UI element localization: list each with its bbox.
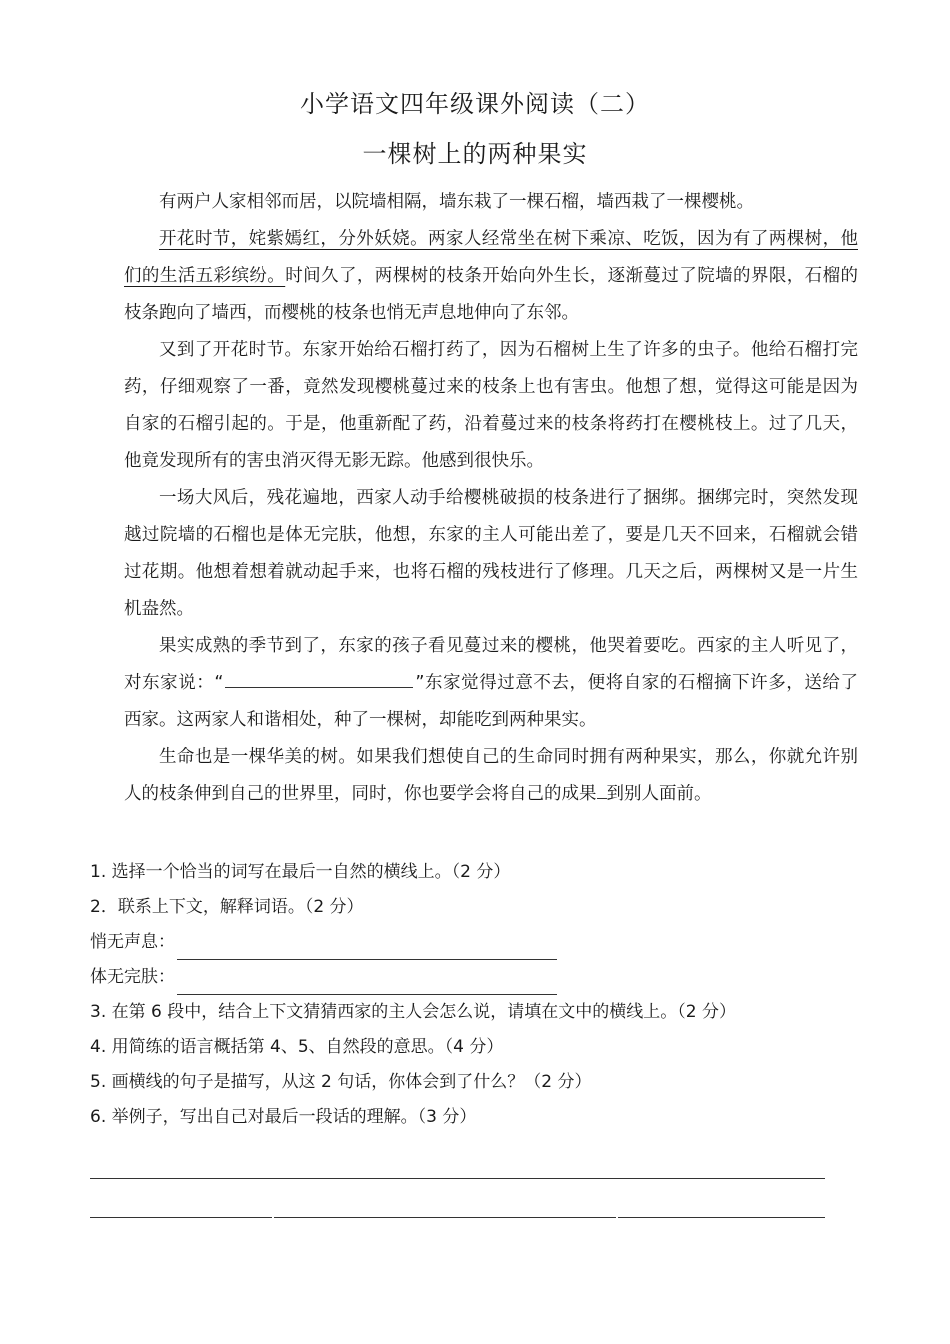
reading-passage xyxy=(124,184,858,813)
paragraph-6 xyxy=(124,739,858,813)
answer-line-1[interactable] xyxy=(90,1178,825,1179)
question-1: 1. 选择一个恰当的词写在最后一自然的横线上。（2 分） xyxy=(90,862,511,882)
underlined-sentence: 开花时节，姹紫嫣红，分外妖娆。两家人经常坐在树下乘凉、吃饭，因为有了两棵树，他们的生活五彩缤纷。 xyxy=(124,229,858,286)
paragraph-6-after: 到别人面前。 xyxy=(606,784,712,804)
paragraph-5-before: 果实成熟的季节到了，东家的孩子看见蔓过来的樱桃，他哭着要吃。西家的主人听见了，对东家说：“ xyxy=(124,636,858,693)
term-label-2: 体无完肤： xyxy=(90,967,175,987)
paragraph-5 xyxy=(124,628,858,739)
question-4: 4. 用简练的语言概括第 4、5、自然段的意思。（4 分） xyxy=(90,1037,504,1057)
question-6: 6. 举例子，写出自己对最后一段话的理解。（3 分） xyxy=(90,1107,477,1127)
paragraph-1: 有两户人家相邻而居，以院墙相隔，墙东栽了一棵石榴，墙西栽了一棵樱桃。 xyxy=(159,192,754,212)
paragraph-3: 又到了开花时节。东家开始给石榴打药了，因为石榴树上生了许多的虫子。他给石榴打完药，仔细观察了一番，竟然发现樱桃蔓过来的枝条上也有害虫。他想了想，觉得这可能是因为自家的石榴引起的。于是，他重新配了药，沿着蔓过来的枝条将药打在樱桃枝上。过了几天，他竟发现所有的害虫消灭得无影无踪。他感到很快乐。 xyxy=(124,340,858,471)
question-list xyxy=(90,855,870,1135)
question-3: 3. 在第 6 段中，结合上下文猜猜西家的主人会怎么说，请填在文中的横线上。（2 分） xyxy=(90,1002,736,1022)
answer-line-2b[interactable] xyxy=(274,1217,616,1218)
answer-line-2c[interactable] xyxy=(618,1217,825,1218)
paragraph-2-rest: 时间久了，两棵树的枝条开始向外生长，逐渐蔓过了院墙的界限，石榴的枝条跑向了墙西，而樱桃的枝条也悄无声息地伸向了东邻。 xyxy=(124,266,859,323)
question-2: 2．联系上下文，解释词语。（2 分） xyxy=(90,897,364,917)
paragraph-6-before: 生命也是一棵华美的树。如果我们想使自己的生命同时拥有两种果实，那么，你就允许别人的枝条伸到自己的世界里，同时，你也要学会将自己的成果 xyxy=(124,747,858,804)
term-label-1: 悄无声息： xyxy=(90,932,175,952)
quote-answer-blank[interactable] xyxy=(225,669,413,688)
question-2a xyxy=(90,925,870,960)
paragraph-5-after: ”东家觉得过意不去，便将自家的石榴摘下许多，送给了西家。这两家人和谐相处，种了一棵树，却能吃到两种果实。 xyxy=(124,673,858,730)
paragraph-2 xyxy=(124,221,858,332)
term-answer-line-2[interactable] xyxy=(177,974,557,995)
story-title: 一棵树上的两种果实 xyxy=(362,140,588,168)
question-2b xyxy=(90,960,870,995)
answer-line-2a[interactable] xyxy=(90,1217,272,1218)
question-5: 5. 画横线的句子是描写，从这 2 句话，你体会到了什么？（2 分） xyxy=(90,1072,592,1092)
term-answer-line-1[interactable] xyxy=(177,939,557,960)
paragraph-4: 一场大风后，残花遍地，西家人动手给樱桃破损的枝条进行了捆绑。捆绑完时，突然发现越过院墙的石榴也是体无完肤，他想，东家的主人可能出差了，要是几天不回来，石榴就会错过花期。他想着想着就动起手来，也将石榴的残枝进行了修理。几天之后，两棵树又是一片生机盎然。 xyxy=(124,488,858,619)
word-answer-blank[interactable] xyxy=(597,780,607,799)
worksheet-title: 小学语文四年级课外阅读（二） xyxy=(300,90,650,118)
